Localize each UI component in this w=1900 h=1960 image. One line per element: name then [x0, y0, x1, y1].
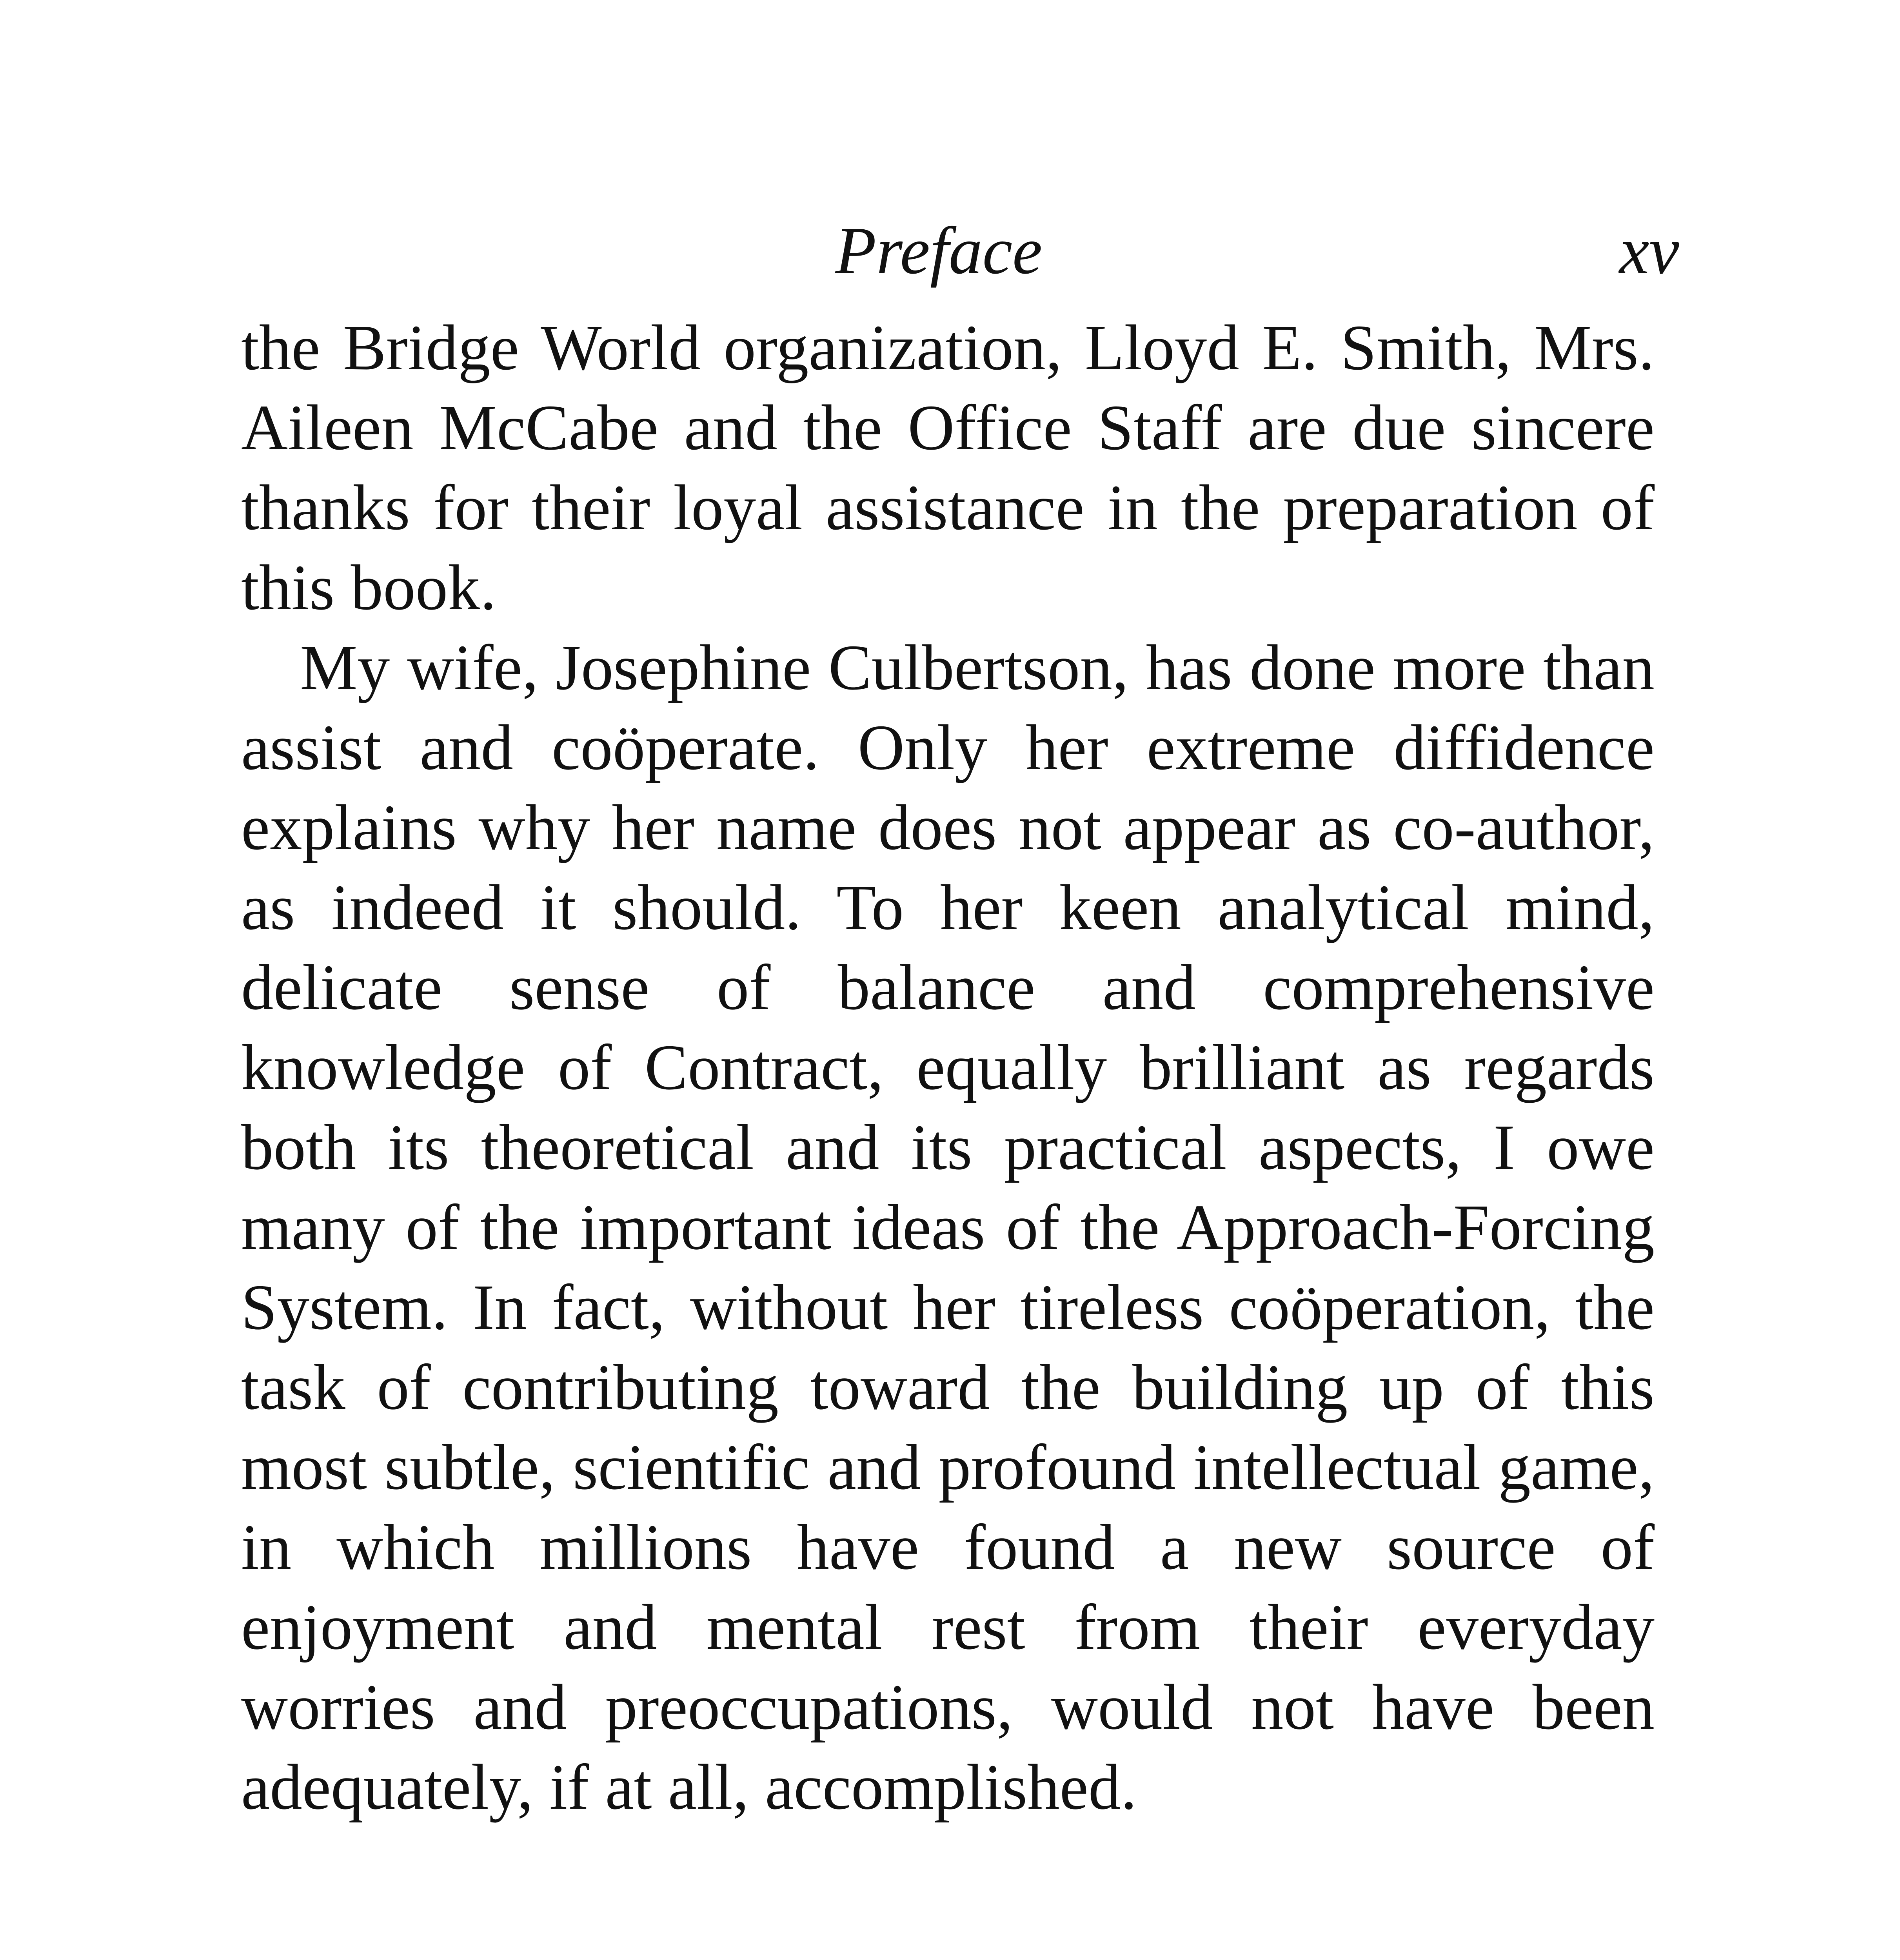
page-header [0, 208, 1900, 294]
body-text [241, 308, 1655, 1827]
paragraph-acknowledgment: My wife, Josephine Culbertson, has done more than assist and coöperate. Only her extreme diffidence explains why her name does not appear as co-author, as indeed it should. To her keen analytical mind, delicate sense of balance and comprehensive knowledge of Contract, equally brilliant as regards both its theoretical and its practical aspects, I owe many of the important ideas of the Approach-Forcing System. In fact, without her tireless coöperation, the task of contributing toward the building up of this most subtle, scientific and profound intellectual game, in which millions have found a new source of enjoyment and mental rest from their everyday worries and preoccupations, would not have been adequately, if at all, accomplished. [241, 632, 1655, 1823]
paragraph-continued: the Bridge World organization, Lloyd E. Smith, Mrs. Aileen McCabe and the Office Staff are due sincere thanks for their loyal assistance in the preparation of this book. [241, 312, 1655, 623]
running-title: Preface [835, 214, 1043, 288]
page-number: xv [1619, 214, 1679, 288]
